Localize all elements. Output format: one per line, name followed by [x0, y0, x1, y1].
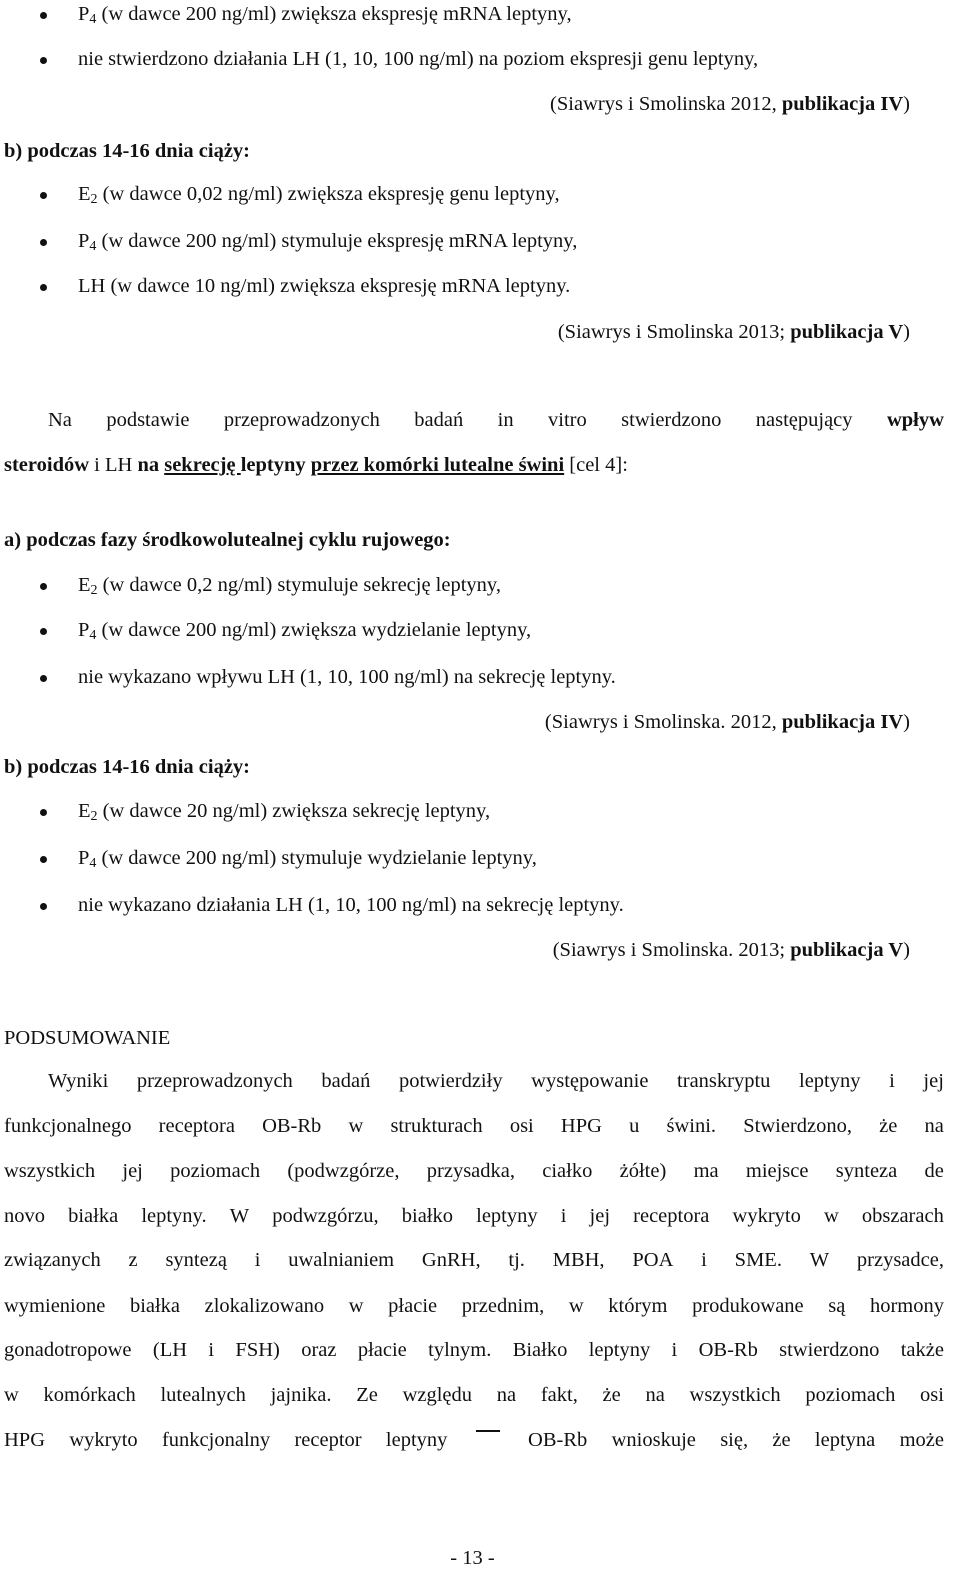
citation: (Siawrys i Smolinska. 2012, publikacja IV) — [544, 711, 910, 733]
word: uwalnianiem — [288, 1249, 395, 1271]
paragraph-line — [4, 1385, 944, 1406]
word: POA — [632, 1249, 674, 1271]
word: przysadce, — [856, 1249, 944, 1271]
word: na — [924, 1115, 944, 1137]
list-item: nie wykazano wpływu LH (1, 10, 100 ng/ml) na sekrecję leptyny. — [78, 666, 616, 688]
bullet — [40, 192, 47, 199]
word: związanych — [4, 1249, 101, 1271]
word: leptyny — [588, 1339, 651, 1361]
word: leptyny. — [141, 1205, 207, 1227]
word: w — [4, 1384, 19, 1406]
word: poziomach — [170, 1160, 261, 1182]
word: następujący — [755, 409, 853, 431]
paragraph-line — [4, 1340, 944, 1361]
list-item: $E_2$ (w dawce 0,2 ng/ml) stymuluje sekrecję leptyny, — [78, 574, 501, 598]
word: OB-Rb — [262, 1115, 322, 1137]
word: leptyny — [476, 1205, 538, 1227]
word: na — [645, 1384, 665, 1406]
word: względu — [402, 1384, 473, 1406]
word: wykryto — [732, 1205, 801, 1227]
word: Wyniki — [48, 1070, 109, 1092]
list-item: $P_4$ (w dawce 200 ng/ml) zwiększa wydzielanie leptyny, — [78, 619, 532, 643]
word: badań — [414, 409, 464, 431]
paragraph-line — [4, 1430, 944, 1451]
word: MBH, — [552, 1249, 605, 1271]
list-item: $E_2$ (w dawce 0,02 ng/ml) zwiększa ekspresję genu leptyny, — [78, 183, 560, 207]
list-item: $P_4$ (w dawce 200 ng/ml) zwiększa ekspresję mRNA leptyny, — [78, 3, 572, 27]
word: novo — [4, 1205, 45, 1227]
word: płacie — [357, 1339, 407, 1361]
word: GnRH, — [421, 1249, 481, 1271]
paragraph-line — [4, 1116, 944, 1137]
list-item: $P_4$ (w dawce 200 ng/ml) stymuluje wydzielanie leptyny, — [78, 847, 537, 871]
word: in — [497, 409, 514, 431]
em-dash — [476, 1430, 500, 1432]
word: świni. — [666, 1115, 717, 1137]
word: się, — [720, 1429, 749, 1451]
word: miejsce — [745, 1160, 809, 1182]
word: wpływ — [886, 409, 944, 431]
word: jej — [589, 1205, 611, 1227]
word: w — [348, 1295, 364, 1317]
word: podstawie — [106, 409, 190, 431]
word: tylnym. — [428, 1339, 492, 1361]
paragraph-line — [4, 1250, 944, 1271]
word: leptyny — [385, 1429, 448, 1451]
word: stwierdzono — [779, 1339, 880, 1361]
word: oraz — [301, 1339, 337, 1361]
bullet — [40, 239, 47, 246]
list-item: $E_2$ (w dawce 20 ng/ml) zwiększa sekrecję leptyny, — [78, 800, 491, 824]
word: poziomach — [805, 1384, 896, 1406]
word: białko — [401, 1205, 454, 1227]
word: Stwierdzono, — [743, 1115, 852, 1137]
word: strukturach — [390, 1115, 483, 1137]
word: także — [900, 1339, 944, 1361]
list-item: LH (w dawce 10 ng/ml) zwiększa ekspresję mRNA leptyny. — [78, 275, 571, 297]
word: Białko — [512, 1339, 568, 1361]
word: którym — [608, 1295, 668, 1317]
paragraph-line: steroidów i LH na sekrecję leptyny przez komórki lutealne świni [cel 4]: — [4, 454, 628, 476]
word: leptyna — [814, 1429, 876, 1451]
paragraph-line — [4, 1161, 944, 1182]
word: potwierdziły — [398, 1070, 503, 1092]
subheading: a) podczas fazy środkowolutealnej cyklu rujowego: — [4, 529, 451, 551]
word: badań — [321, 1070, 371, 1092]
word: i — [208, 1339, 215, 1361]
word: OB-Rb — [698, 1339, 758, 1361]
paragraph-line — [4, 1206, 944, 1227]
bullet — [40, 675, 47, 682]
word: leptyny — [799, 1070, 861, 1092]
word: są — [828, 1295, 846, 1317]
word: receptor — [294, 1429, 362, 1451]
word: ciałko — [542, 1160, 593, 1182]
word: przysadka, — [426, 1160, 515, 1182]
subheading: b) podczas 14-16 dnia ciąży: — [4, 756, 250, 778]
word: w — [823, 1205, 839, 1227]
word: osi — [509, 1115, 534, 1137]
word: może — [899, 1429, 944, 1451]
word: białka — [129, 1295, 181, 1317]
word: obszarach — [861, 1205, 944, 1227]
word: hormony — [869, 1295, 944, 1317]
word: i — [560, 1205, 567, 1227]
word: że — [602, 1384, 621, 1406]
word: i — [701, 1249, 707, 1271]
word: na — [496, 1384, 517, 1406]
word: występowanie — [531, 1070, 649, 1092]
bullet — [40, 583, 47, 590]
word: białka — [68, 1205, 119, 1227]
page-number: - 13 - — [450, 1547, 495, 1569]
subheading: b) podczas 14-16 dnia ciąży: — [4, 140, 250, 162]
word: de — [924, 1160, 944, 1182]
word: funkcjonalny — [161, 1429, 271, 1451]
word: OB-Rb — [528, 1429, 588, 1451]
word: wymienione — [4, 1295, 106, 1317]
citation: (Siawrys i Smolinska 2012, publikacja IV) — [550, 93, 910, 115]
word: z — [128, 1249, 138, 1271]
word: HPG — [4, 1429, 46, 1451]
word: Na — [48, 409, 72, 431]
word: gonadotropowe — [4, 1339, 132, 1361]
word: W — [229, 1205, 250, 1227]
word: stwierdzono — [621, 409, 722, 431]
word: przeprowadzonych — [223, 409, 380, 431]
word: vitro — [548, 409, 587, 431]
word: zlokalizowano — [204, 1295, 325, 1317]
bullet — [40, 856, 47, 863]
word: że — [879, 1115, 898, 1137]
word: wszystkich — [689, 1384, 781, 1406]
citation: (Siawrys i Smolinska. 2013; publikacja V) — [552, 939, 910, 961]
word: (podwzgórze, — [287, 1160, 400, 1182]
word: jej — [923, 1070, 944, 1092]
word: HPG — [560, 1115, 602, 1137]
word: płacie — [388, 1295, 438, 1317]
bullet — [40, 12, 47, 19]
word: FSH) — [235, 1339, 280, 1361]
list-item: nie wykazano działania LH (1, 10, 100 ng/ml) na sekrecję leptyny. — [78, 894, 624, 916]
word: Ze — [356, 1384, 378, 1406]
word: żółte) — [619, 1160, 667, 1182]
section-heading: PODSUMOWANIE — [4, 1027, 171, 1049]
word: przeprowadzonych — [136, 1070, 293, 1092]
word: funkcjonalnego — [4, 1115, 132, 1137]
bullet — [40, 903, 47, 910]
word: receptora — [633, 1205, 710, 1227]
word: w — [568, 1295, 584, 1317]
word: i — [671, 1339, 678, 1361]
word: osi — [920, 1384, 944, 1406]
word: w — [348, 1115, 364, 1137]
word: jajnika. — [270, 1384, 332, 1406]
list-item: $P_4$ (w dawce 200 ng/ml) stymuluje ekspresję mRNA leptyny, — [78, 230, 578, 254]
bullet — [40, 284, 47, 291]
word: (LH — [152, 1339, 188, 1361]
word: i — [254, 1249, 261, 1271]
word: transkryptu — [677, 1070, 771, 1092]
word: u — [629, 1115, 640, 1137]
citation: (Siawrys i Smolinska 2013; publikacja V) — [557, 321, 910, 343]
list-item: nie stwierdzono działania LH (1, 10, 100 ng/ml) na poziom ekspresji genu leptyny, — [78, 48, 759, 70]
word: wszystkich — [4, 1160, 96, 1182]
word: że — [772, 1429, 791, 1451]
bullet — [40, 628, 47, 635]
word: ma — [693, 1160, 719, 1182]
word: produkowane — [692, 1295, 804, 1317]
word: wnioskuje — [611, 1429, 696, 1451]
word: lutealnych — [160, 1384, 246, 1406]
word: receptora — [158, 1115, 235, 1137]
paragraph-line — [4, 1296, 944, 1317]
bullet — [40, 809, 47, 816]
paragraph-line — [48, 410, 944, 431]
word: wykryto — [69, 1429, 138, 1451]
word: synteza — [835, 1160, 898, 1182]
word: komórkach — [43, 1384, 136, 1406]
word: przednim, — [461, 1295, 545, 1317]
word: syntezą — [165, 1249, 227, 1271]
word: fakt, — [540, 1384, 578, 1406]
word: W — [809, 1249, 830, 1271]
paragraph-line — [48, 1071, 944, 1092]
word: podwzgórzu, — [272, 1205, 379, 1227]
word: SME. — [734, 1249, 782, 1271]
word: tj. — [508, 1249, 525, 1271]
word: jej — [122, 1160, 143, 1182]
bullet — [40, 57, 47, 64]
word: i — [889, 1070, 895, 1092]
